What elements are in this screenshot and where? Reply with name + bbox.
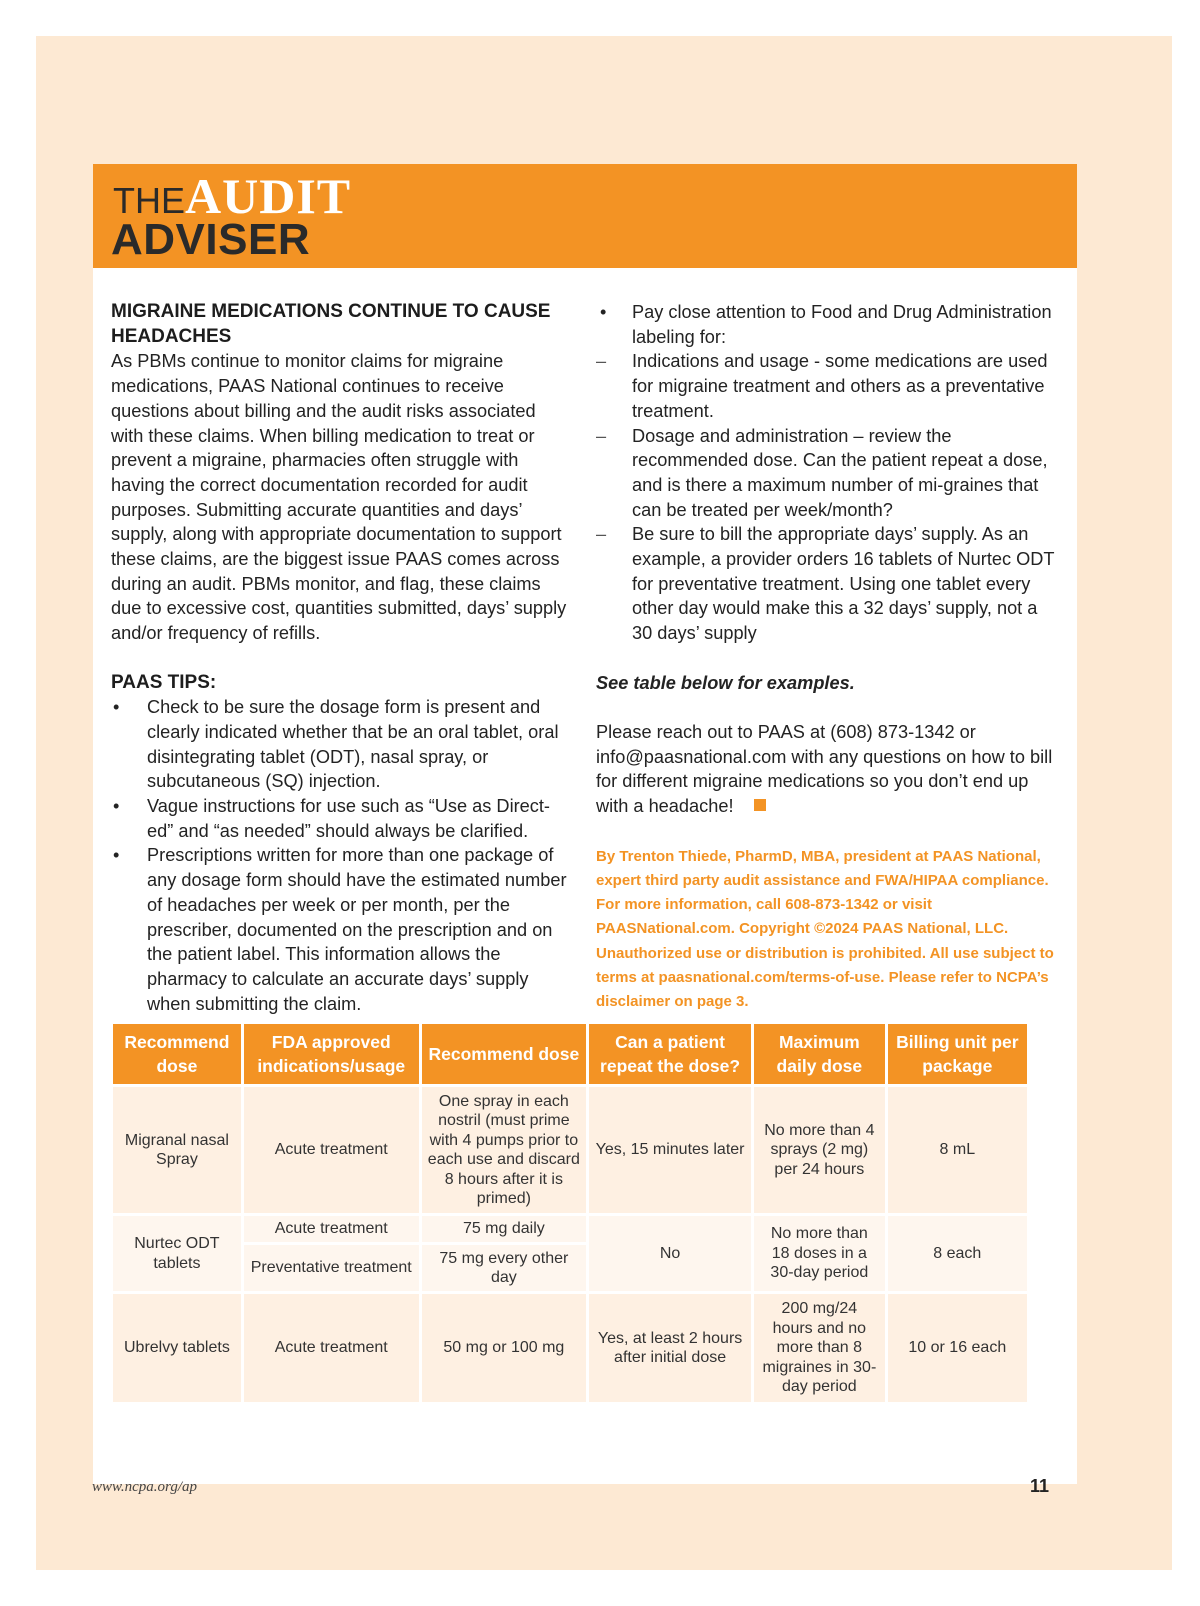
migraine-medications-table — [110, 1021, 1030, 1405]
fda-subitem-text: Be sure to bill the appropriate days’ supply. As an example, a provider orders 16 tablets of Nurtec ODT for preventative treatment. Using one tablet every other day would make this a 32 days’ supply, not a 30 days’ supply — [632, 524, 1055, 644]
table-cell: 200 mg/24 hours and no more than 8 migraines in 30-day period — [754, 1294, 885, 1402]
tip-item — [111, 843, 571, 1016]
tip-item — [111, 695, 571, 794]
author-byline: By Trenton Thiede, PharmD, MBA, president at PAAS National, expert third party audit assistance and FWA/HIPAA compliance. For more information, call 608-873-1342 or visit PAASNational.com. Copyright ©2024 PAAS National, LLC. Unauthorized use or distribution is prohibited. All use subject to terms at paasnational.com/terms-of-use. Please refer to NCPA’s disclaimer on page 3. — [596, 847, 1054, 1010]
bullet-icon: • — [600, 302, 607, 322]
table-cell: One spray in each nostril (must prime with 4 pumps prior to each use and discard 8 hours after it is primed) — [422, 1087, 586, 1213]
contact-text: Please reach out to PAAS at (608) 873-1342 or info@paasnational.com with any questions on how to bill for different migraine medications so you don’t end up with a headache! — [596, 721, 1053, 817]
table-row — [113, 1294, 1027, 1402]
tips-list — [111, 695, 571, 1016]
dash-icon: – — [596, 351, 607, 372]
table-cell: 75 mg daily — [422, 1216, 586, 1242]
bullet-icon: • — [113, 796, 120, 817]
fda-subitem — [596, 424, 1058, 523]
table-header-cell: Billing unit per package — [888, 1024, 1027, 1084]
table-cell: 75 mg every other day — [422, 1245, 586, 1291]
table-cell: Acute treatment — [244, 1216, 419, 1242]
dash-icon: – — [596, 524, 607, 545]
right-column — [596, 300, 1058, 1014]
table-header-cell: Recommend dose — [113, 1024, 241, 1084]
tips-title: PAAS TIPS: — [111, 671, 217, 693]
table-cell: Yes, at least 2 hours after initial dose — [589, 1294, 751, 1402]
table-cell: Migranal nasal Spray — [113, 1087, 241, 1213]
table-cell: 10 or 16 each — [888, 1294, 1027, 1402]
table-row — [113, 1216, 1027, 1242]
tip-text: Vague instructions for use such as “Use as Direct-ed” and “as needed” should always be clarified. — [147, 796, 550, 841]
bullet-icon: • — [113, 697, 120, 718]
fda-subitem — [596, 349, 1058, 423]
see-table-note: See table below for examples. — [596, 672, 855, 693]
table-cell: Acute treatment — [244, 1087, 419, 1213]
table-header-row — [113, 1024, 1027, 1084]
table-cell: 50 mg or 100 mg — [422, 1294, 586, 1402]
banner-audit: AUDIT — [185, 168, 352, 224]
table-cell: 8 mL — [888, 1087, 1027, 1213]
table-header-cell: FDA approved indications/usage — [244, 1024, 419, 1084]
fda-bullet — [596, 300, 1058, 349]
end-mark-icon — [754, 799, 766, 811]
table-cell: No — [589, 1216, 751, 1291]
table-header-cell: Can a patient repeat the dose? — [589, 1024, 751, 1084]
fda-subitem-text: Indications and usage - some medications are used for migraine treatment and others as a preventative treatment. — [632, 351, 1048, 421]
fda-bullet-text: Pay close attention to Food and Drug Administration labeling for: — [632, 302, 1052, 347]
dash-icon: – — [596, 425, 607, 446]
footer-url[interactable]: www.ncpa.org/ap — [92, 1479, 198, 1495]
banner — [93, 164, 1077, 268]
table-cell: Yes, 15 minutes later — [589, 1087, 751, 1213]
page-number: 11 — [1030, 1476, 1050, 1496]
tip-item — [111, 794, 571, 843]
banner-adviser: ADVISER — [111, 215, 311, 264]
intro-paragraph: As PBMs continue to monitor claims for migraine medications, PAAS National continues to receive questions about billing and the audit risks associated with these claims. When billing medication to treat or prevent a migraine, pharmacies often struggle with having the correct documentation recorded for audit purposes. Submitting accurate quantities and days’ supply, along with appropriate documentation to support these claims, are the biggest issue PAAS comes across during an audit. PBMs monitor, and flag, these claims due to excessive cost, quantities submitted, days’ supply and/or frequency of refills. — [111, 351, 567, 644]
tip-text: Prescriptions written for more than one package of any dosage form should have the estimated number of headaches per week or per month, per the prescriber, documented on the prescription and on the patient label. This information allows the pharmacy to calculate an accurate days’ supply when submitting the claim. — [147, 845, 567, 1014]
contact-paragraph — [596, 720, 1058, 819]
table-cell: No more than 18 doses in a 30-day period — [754, 1216, 885, 1291]
fda-subitem-text: Dosage and administration – review the recommended dose. Can the patient repeat a dose, and is there a maximum number of mi-graines that can be treated per week/month? — [632, 425, 1048, 520]
bullet-icon: • — [113, 845, 120, 866]
fda-subitem — [596, 522, 1058, 646]
table-header-cell: Recommend dose — [422, 1024, 586, 1084]
table-cell: Acute treatment — [244, 1294, 419, 1402]
table-cell: No more than 4 sprays (2 mg) per 24 hours — [754, 1087, 885, 1213]
table-cell: Nurtec ODT tablets — [113, 1216, 241, 1291]
fda-subitems — [596, 349, 1058, 645]
table-header-cell: Maximum daily dose — [754, 1024, 885, 1084]
table-cell: Ubrelvy tablets — [113, 1294, 241, 1402]
tip-text: Check to be sure the dosage form is present and clearly indicated whether that be an oral tablet, oral disintegrating tablet (ODT), nasal spray, or subcutaneous (SQ) injection. — [147, 697, 559, 792]
left-column — [111, 300, 571, 1016]
article-card — [93, 164, 1077, 1484]
table-cell: Preventative treatment — [244, 1245, 419, 1291]
banner-the: THE — [113, 180, 185, 221]
table-cell: 8 each — [888, 1216, 1027, 1291]
table-row — [113, 1087, 1027, 1213]
article-headline: MIGRAINE MEDICATIONS CONTINUE TO CAUSE HEADACHES — [111, 301, 551, 347]
